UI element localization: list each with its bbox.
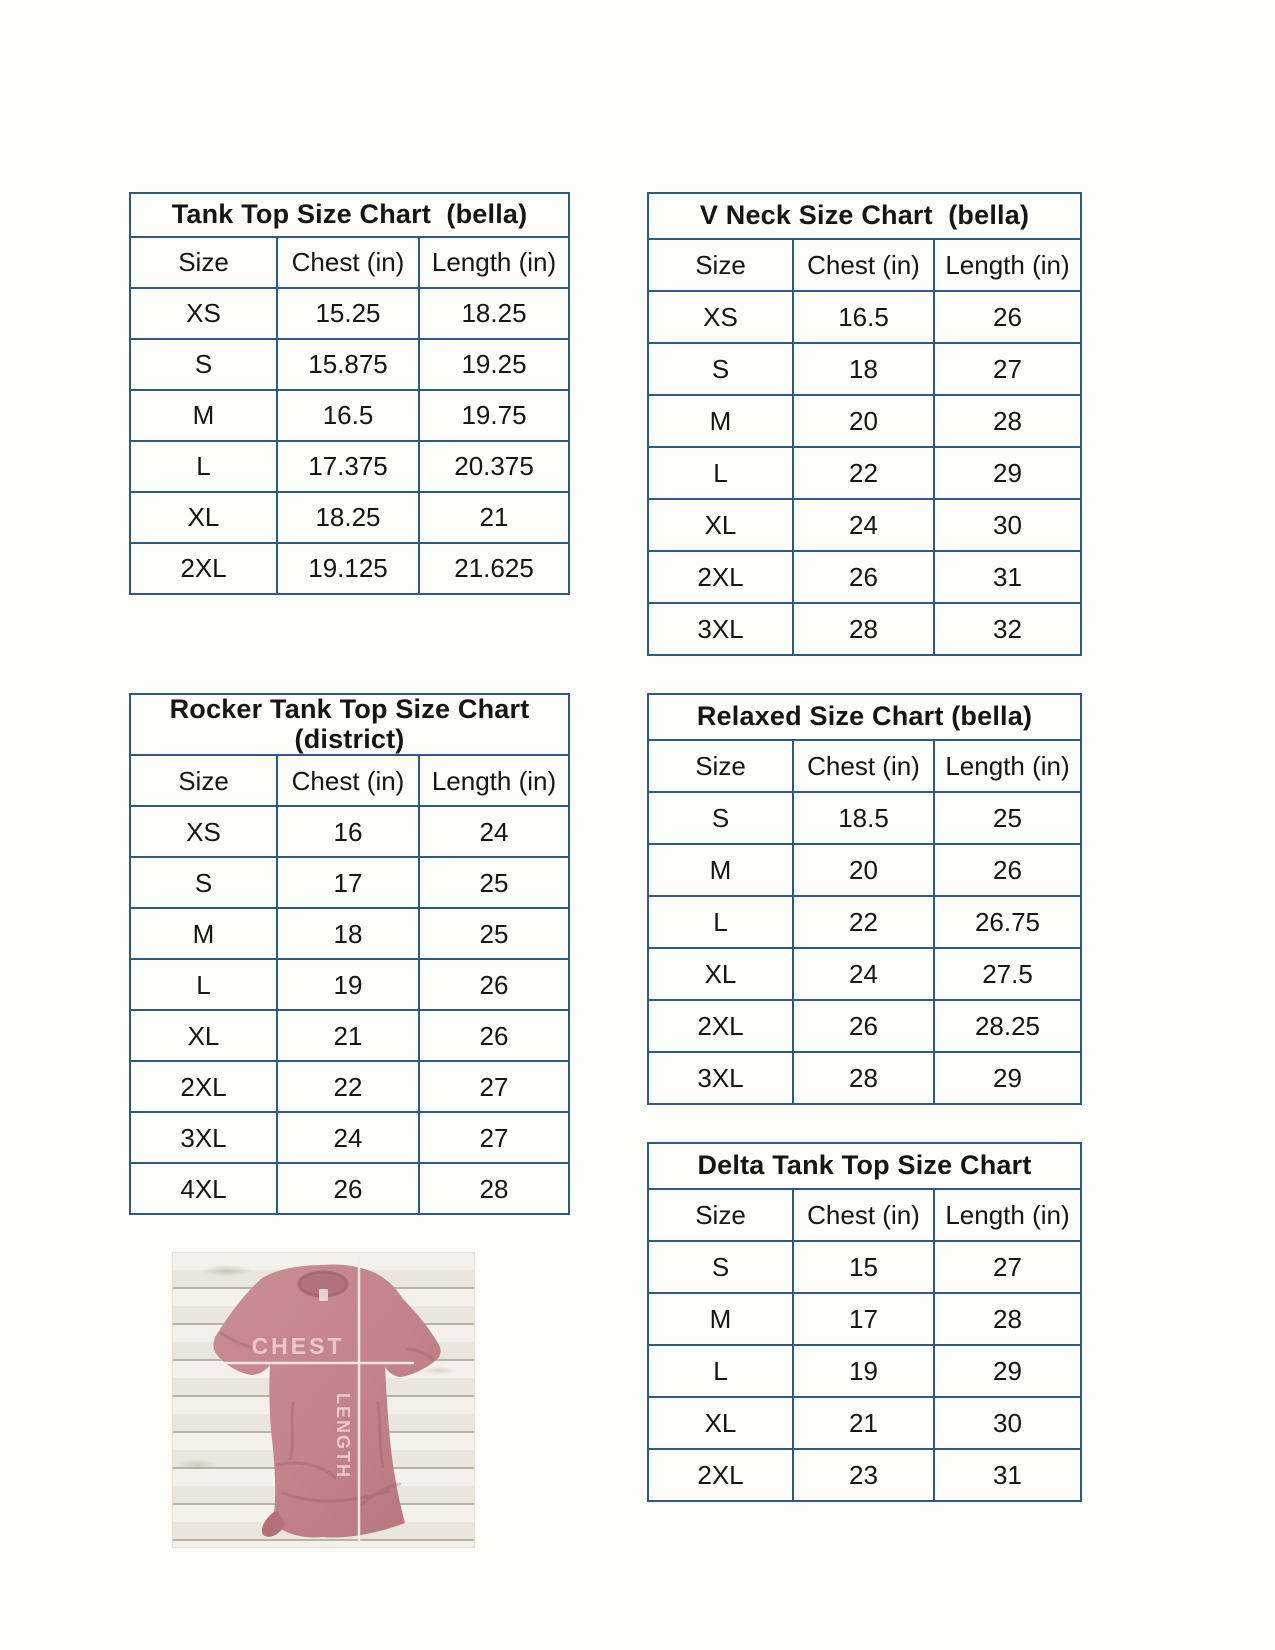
table-header-row [130,237,569,288]
table-row [130,339,569,390]
size-cell: L [648,1345,793,1397]
table-title: Rocker Tank Top Size Chart (district) [130,694,569,755]
length-cell: 28 [934,1293,1081,1345]
size-table-relaxed-bella [647,693,1080,1105]
column-header: Length (in) [934,239,1081,291]
size-cell: M [130,390,277,441]
chest-cell: 24 [793,948,934,1000]
chest-cell: 19 [793,1345,934,1397]
length-cell: 28 [934,395,1081,447]
column-header: Length (in) [419,755,569,806]
length-cell: 29 [934,447,1081,499]
table-row [130,908,569,959]
table-title-row [648,1143,1081,1189]
chest-cell: 26 [793,551,934,603]
chest-cell: 18 [277,908,419,959]
chest-cell: 28 [793,603,934,655]
table-row [648,948,1081,1000]
chest-label: CHEST [251,1333,345,1359]
size-cell: XS [130,288,277,339]
table-row [130,1112,569,1163]
table-row [130,543,569,594]
table-row [648,1293,1081,1345]
length-cell: 25 [934,792,1081,844]
length-cell: 18.25 [419,288,569,339]
length-cell: 32 [934,603,1081,655]
size-cell: L [648,447,793,499]
length-cell: 30 [934,1397,1081,1449]
table-title: Relaxed Size Chart (bella) [648,694,1081,740]
length-cell: 26 [934,844,1081,896]
length-cell: 27 [934,343,1081,395]
size-table-delta-tank-top [647,1142,1080,1502]
table-row [648,447,1081,499]
table-title-row [130,193,569,237]
length-cell: 31 [934,551,1081,603]
size-cell: L [130,441,277,492]
table-row [130,1163,569,1214]
shirt-body [213,1264,440,1537]
length-label: LENGTH [333,1393,353,1479]
size-cell: 2XL [130,1061,277,1112]
chest-cell: 15 [793,1241,934,1293]
table-title-row [648,694,1081,740]
size-cell: XL [648,1397,793,1449]
size-cell: M [648,395,793,447]
table-row [648,1397,1081,1449]
column-header: Size [648,1189,793,1241]
length-cell: 27.5 [934,948,1081,1000]
size-table [129,192,570,595]
size-cell: 2XL [648,551,793,603]
size-cell: 3XL [648,603,793,655]
size-table [647,1142,1082,1502]
length-cell: 26 [419,959,569,1010]
table-row [130,441,569,492]
chest-cell: 18 [793,343,934,395]
chest-cell: 22 [793,896,934,948]
shirt-measurement-photo [172,1252,475,1548]
chest-cell: 18.25 [277,492,419,543]
chest-cell: 23 [793,1449,934,1501]
chest-cell: 17 [793,1293,934,1345]
table-row [648,792,1081,844]
length-cell: 28.25 [934,1000,1081,1052]
length-cell: 25 [419,908,569,959]
length-cell: 21.625 [419,543,569,594]
size-cell: 4XL [130,1163,277,1214]
shirt-illustration [173,1253,475,1548]
table-row [648,844,1081,896]
chest-cell: 19.125 [277,543,419,594]
chest-cell: 19 [277,959,419,1010]
size-cell: 3XL [648,1052,793,1104]
size-cell: S [130,339,277,390]
column-header: Chest (in) [277,755,419,806]
size-cell: 2XL [648,1000,793,1052]
chest-cell: 24 [277,1112,419,1163]
size-cell: S [648,1241,793,1293]
chest-cell: 16 [277,806,419,857]
chest-cell: 24 [793,499,934,551]
column-header: Size [648,740,793,792]
length-cell: 31 [934,1449,1081,1501]
table-title: Tank Top Size Chart (bella) [130,193,569,237]
length-cell: 27 [419,1112,569,1163]
table-row [130,492,569,543]
table-row [648,343,1081,395]
size-cell: M [648,844,793,896]
table-row [648,1052,1081,1104]
table-header-row [130,755,569,806]
length-cell: 30 [934,499,1081,551]
table-row [648,499,1081,551]
length-cell: 21 [419,492,569,543]
table-title-row [648,193,1081,239]
size-cell: L [130,959,277,1010]
chest-cell: 16.5 [277,390,419,441]
size-cell: L [648,896,793,948]
chest-cell: 26 [277,1163,419,1214]
length-cell: 19.75 [419,390,569,441]
size-cell: XL [648,499,793,551]
table-row [648,1449,1081,1501]
table-row [130,390,569,441]
size-cell: 2XL [130,543,277,594]
chest-cell: 28 [793,1052,934,1104]
table-row [130,1061,569,1112]
size-table [129,693,570,1215]
chest-cell: 16.5 [793,291,934,343]
table-row [130,288,569,339]
length-cell: 27 [419,1061,569,1112]
chest-cell: 15.25 [277,288,419,339]
size-table-rocker-tank-top-district [129,693,568,1215]
size-cell: XL [130,1010,277,1061]
chest-cell: 15.875 [277,339,419,390]
length-cell: 24 [419,806,569,857]
length-cell: 26.75 [934,896,1081,948]
size-table-tank-top-bella [129,192,568,595]
length-cell: 25 [419,857,569,908]
size-cell: M [648,1293,793,1345]
table-title: Delta Tank Top Size Chart [648,1143,1081,1189]
table-row [648,603,1081,655]
length-cell: 19.25 [419,339,569,390]
column-header: Length (in) [934,1189,1081,1241]
size-cell: S [648,343,793,395]
chest-cell: 17 [277,857,419,908]
length-cell: 26 [419,1010,569,1061]
column-header: Length (in) [934,740,1081,792]
table-header-row [648,239,1081,291]
length-cell: 27 [934,1241,1081,1293]
size-table [647,693,1082,1105]
size-cell: S [648,792,793,844]
size-cell: M [130,908,277,959]
size-table [647,192,1082,656]
chest-cell: 20 [793,395,934,447]
column-header: Size [130,237,277,288]
chest-cell: 22 [277,1061,419,1112]
size-cell: XS [130,806,277,857]
table-header-row [648,1189,1081,1241]
chest-cell: 21 [793,1397,934,1449]
chest-cell: 17.375 [277,441,419,492]
column-header: Size [648,239,793,291]
collar-tag [319,1289,328,1301]
column-header: Size [130,755,277,806]
table-title: V Neck Size Chart (bella) [648,193,1081,239]
chest-cell: 18.5 [793,792,934,844]
table-row [648,551,1081,603]
chest-cell: 20 [793,844,934,896]
size-cell: XS [648,291,793,343]
table-row [648,1000,1081,1052]
chest-cell: 21 [277,1010,419,1061]
column-header: Chest (in) [793,239,934,291]
table-row [648,896,1081,948]
column-header: Chest (in) [793,740,934,792]
column-header: Length (in) [419,237,569,288]
size-table-v-neck-bella [647,192,1080,656]
size-cell: 2XL [648,1449,793,1501]
table-row [130,1010,569,1061]
length-cell: 29 [934,1345,1081,1397]
table-row [648,1345,1081,1397]
table-title-row [130,694,569,755]
chest-cell: 22 [793,447,934,499]
size-cell: S [130,857,277,908]
size-cell: XL [130,492,277,543]
size-cell: XL [648,948,793,1000]
size-cell: 3XL [130,1112,277,1163]
length-cell: 20.375 [419,441,569,492]
table-row [648,395,1081,447]
column-header: Chest (in) [277,237,419,288]
table-row [130,959,569,1010]
table-row [648,291,1081,343]
table-row [130,857,569,908]
column-header: Chest (in) [793,1189,934,1241]
length-cell: 29 [934,1052,1081,1104]
table-header-row [648,740,1081,792]
length-cell: 26 [934,291,1081,343]
table-row [648,1241,1081,1293]
chest-cell: 26 [793,1000,934,1052]
length-cell: 28 [419,1163,569,1214]
table-row [130,806,569,857]
